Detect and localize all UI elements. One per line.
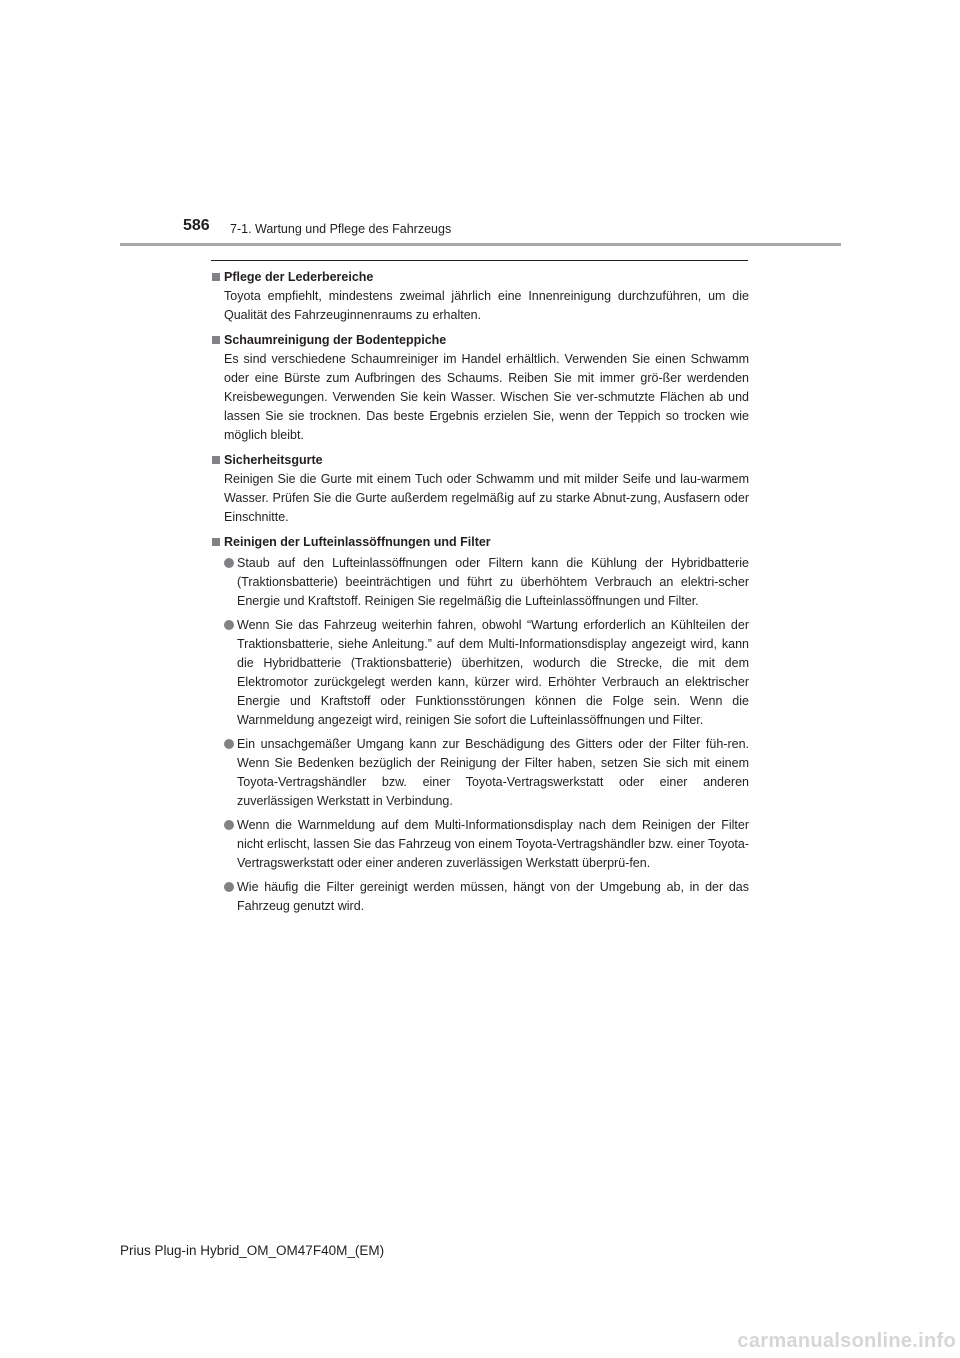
section-text: Toyota empfiehlt, mindestens zweimal jährlich eine Innenreinigung durchzuführen, um die Qualität des Fahrzeuginnenraums zu erhalten. [224,289,749,322]
section-leather-care [211,268,749,325]
section-heading-text: Reinigen der Lufteinlassöffnungen und Filter [224,535,491,549]
page-content [211,268,749,922]
section-heading-text: Sicherheitsgurte [224,453,323,467]
square-bullet-icon [212,456,220,464]
list-item-text: Ein unsachgemäßer Umgang kann zur Beschädigung des Gitters oder der Filter füh-ren. Wenn Sie Bedenken bezüglich der Reinigung der Filter haben, setzen Sie sich mit einem Toyota-Vertragshändler bzw. einer Toyota-Vertragswerkstatt oder einer anderen zuverlässigen Werkstatt in Verbindung. [237,737,749,808]
section-heading-text: Pflege der Lederbereiche [224,270,374,284]
bullet-list [211,554,749,916]
list-item [211,616,749,730]
list-item-text: Wenn die Warnmeldung auf dem Multi-Informationsdisplay nach dem Reinigen der Filter nicht erlischt, lassen Sie das Fahrzeug von einem Toyota-Vertragshändler bzw. einer Toyota-Vertragswerkstatt oder einer anderen zuverlässigen Werkstatt überprü-fen. [237,818,749,870]
square-bullet-icon [212,273,220,281]
section-heading-text: Schaumreinigung der Bodenteppiche [224,333,447,347]
section-carpet-foam-cleaning [211,331,749,445]
section-divider [211,260,748,261]
circle-bullet-icon [224,882,234,892]
square-bullet-icon [212,336,220,344]
circle-bullet-icon [224,620,234,630]
header-divider [120,243,841,246]
section-text: Reinigen Sie die Gurte mit einem Tuch oder Schwamm und mit milder Seife und lau-warmem Wasser. Prüfen Sie die Gurte außerdem regelmäßig auf zu starke Abnut-zung, Ausfasern oder Einschnitte. [224,472,749,524]
circle-bullet-icon [224,820,234,830]
section-seat-belts [211,451,749,527]
page-number: 586 [183,217,210,234]
list-item-text: Wie häufig die Filter gereinigt werden müssen, hängt von der Umgebung ab, in der das Fahrzeug genutzt wird. [237,880,749,913]
document-id-footer: Prius Plug-in Hybrid_OM_OM47F40M_(EM) [120,1243,385,1258]
list-item [211,554,749,611]
section-text: Es sind verschiedene Schaumreiniger im Handel erhältlich. Verwenden Sie einen Schwamm oder eine Bürste zum Aufbringen des Schaums. Reiben Sie mit immer grö-ßer werdenden Kreisbewegungen. Verwenden Sie kein Wasser. Wischen Sie ver-schmutzte Flächen ab und lassen Sie sie trocknen. Das beste Ergebnis erzielen Sie, wenn der Teppich so trocken wie möglich bleibt. [224,352,749,442]
section-heading [211,451,749,470]
site-watermark: carmanualsonline.info [737,1330,956,1352]
section-air-intake-filters [211,533,749,916]
section-heading [211,533,749,552]
section-heading [211,331,749,350]
list-item [211,735,749,811]
list-item [211,878,749,916]
list-item-text: Staub auf den Lufteinlassöffnungen oder Filtern kann die Kühlung der Hybridbatterie (Traktionsbatterie) beeinträchtigen und führt zu überhöhtem Verbrauch an elektri-scher Energie und Kraftstoff. Reinigen Sie regelmäßig die Lufteinlassöffnungen und Filter. [237,556,749,608]
chapter-title: 7-1. Wartung und Pflege des Fahrzeugs [230,222,452,236]
list-item [211,816,749,873]
circle-bullet-icon [224,739,234,749]
circle-bullet-icon [224,558,234,568]
section-heading [211,268,749,287]
list-item-text: Wenn Sie das Fahrzeug weiterhin fahren, obwohl “Wartung erforderlich an Kühlteilen der Traktionsbatterie, siehe Anleitung.” auf dem Multi-Informationsdisplay angezeigt wird, kann die Hybridbatterie (Traktionsbatterie) überhitzen, wodurch die Strecke, die mit dem Elektromotor zurückgelegt werden kann, kürzer wird. Erhöhter Verbrauch an elektrischer Energie und Kraftstoff oder Funktionsstörungen können die Folge sein. Wenn die Warnmeldung angezeigt wird, reinigen Sie sofort die Lufteinlassöffnungen und Filter. [237,618,749,727]
square-bullet-icon [212,538,220,546]
